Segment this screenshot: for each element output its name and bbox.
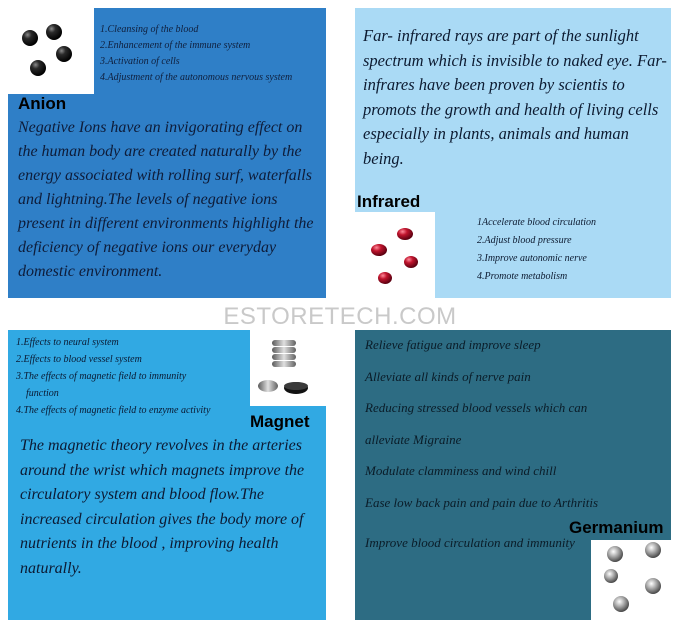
list-item: Modulate clamminess and wind chill	[365, 463, 557, 478]
list-item: function	[26, 388, 59, 399]
silver-studs-icon	[591, 540, 671, 620]
magnet-label: Magnet	[250, 412, 310, 431]
infrared-label: Infrared	[357, 192, 421, 211]
germanium-label: Germanium	[569, 518, 664, 537]
anion-benefits-list	[100, 22, 292, 86]
magnet-panel	[8, 330, 326, 620]
germanium-last-item: Improve blood circulation and immunity	[365, 535, 575, 550]
germanium-panel	[355, 330, 671, 620]
magnet-benefits-list	[16, 334, 256, 419]
list-item: 2.Enhancement of the immune system	[100, 40, 251, 51]
list-item: alleviate Migraine	[365, 431, 462, 447]
magnet-discs-icon	[250, 330, 326, 406]
list-item: 2.Adjust blood pressure	[477, 235, 572, 246]
germanium-benefits-list	[365, 336, 598, 525]
list-item: Relieve fatigue and improve sleep	[365, 337, 541, 352]
list-item: 2.Effects to blood vessel system	[16, 354, 142, 365]
list-item: 1.Effects to neural system	[16, 337, 119, 348]
list-item: 3.The effects of magnetic field to immunity	[16, 371, 187, 382]
anion-description: Negative Ions have an invigorating effect on the human body are created naturally by the energy associated with rolling surf, waterfalls and lightning.The levels of negative ions present in different environments highlight the deficiency of negative ions our everyday domestic environment.	[18, 119, 314, 280]
infrared-benefits-list	[477, 214, 596, 286]
list-item: 1.Cleansing of the blood	[100, 24, 199, 35]
list-item: 1Accelerate blood circulation	[477, 217, 597, 228]
red-gems-icon	[355, 212, 435, 298]
magnet-description: The magnetic theory revolves in the arteries around the wrist which magnets improve the circulatory system and blood flow.The increased circulation gives the body more of nutrients in the blood , improving health naturally.	[20, 437, 305, 577]
watermark: ESTORETECH.COM	[223, 303, 457, 330]
anion-panel	[8, 8, 326, 298]
list-item: 3.Improve autonomic nerve	[477, 253, 587, 264]
list-item: Reducing stressed blood vessels which can	[365, 400, 588, 415]
list-item: 3.Activation of cells	[100, 56, 180, 67]
list-item: Alleviate all kinds of nerve pain	[365, 368, 531, 384]
list-item: 4.Adjustment of the autonomous nervous system	[100, 72, 293, 83]
infrared-panel	[355, 8, 671, 298]
list-item: 4.The effects of magnetic field to enzyme activity	[16, 405, 211, 416]
anion-label: Anion	[18, 94, 67, 113]
list-item: 4.Promote metabolism	[477, 271, 568, 282]
infrared-description: Far- infrared rays are part of the sunlight spectrum which is invisible to naked eye. Far-infrares have been proven by scientis to promots the growth and health of living cells especially in plants, animals and human being.	[363, 26, 667, 168]
black-beads-icon	[8, 8, 94, 94]
list-item: Ease low back pain and pain due to Arthritis	[365, 494, 599, 510]
